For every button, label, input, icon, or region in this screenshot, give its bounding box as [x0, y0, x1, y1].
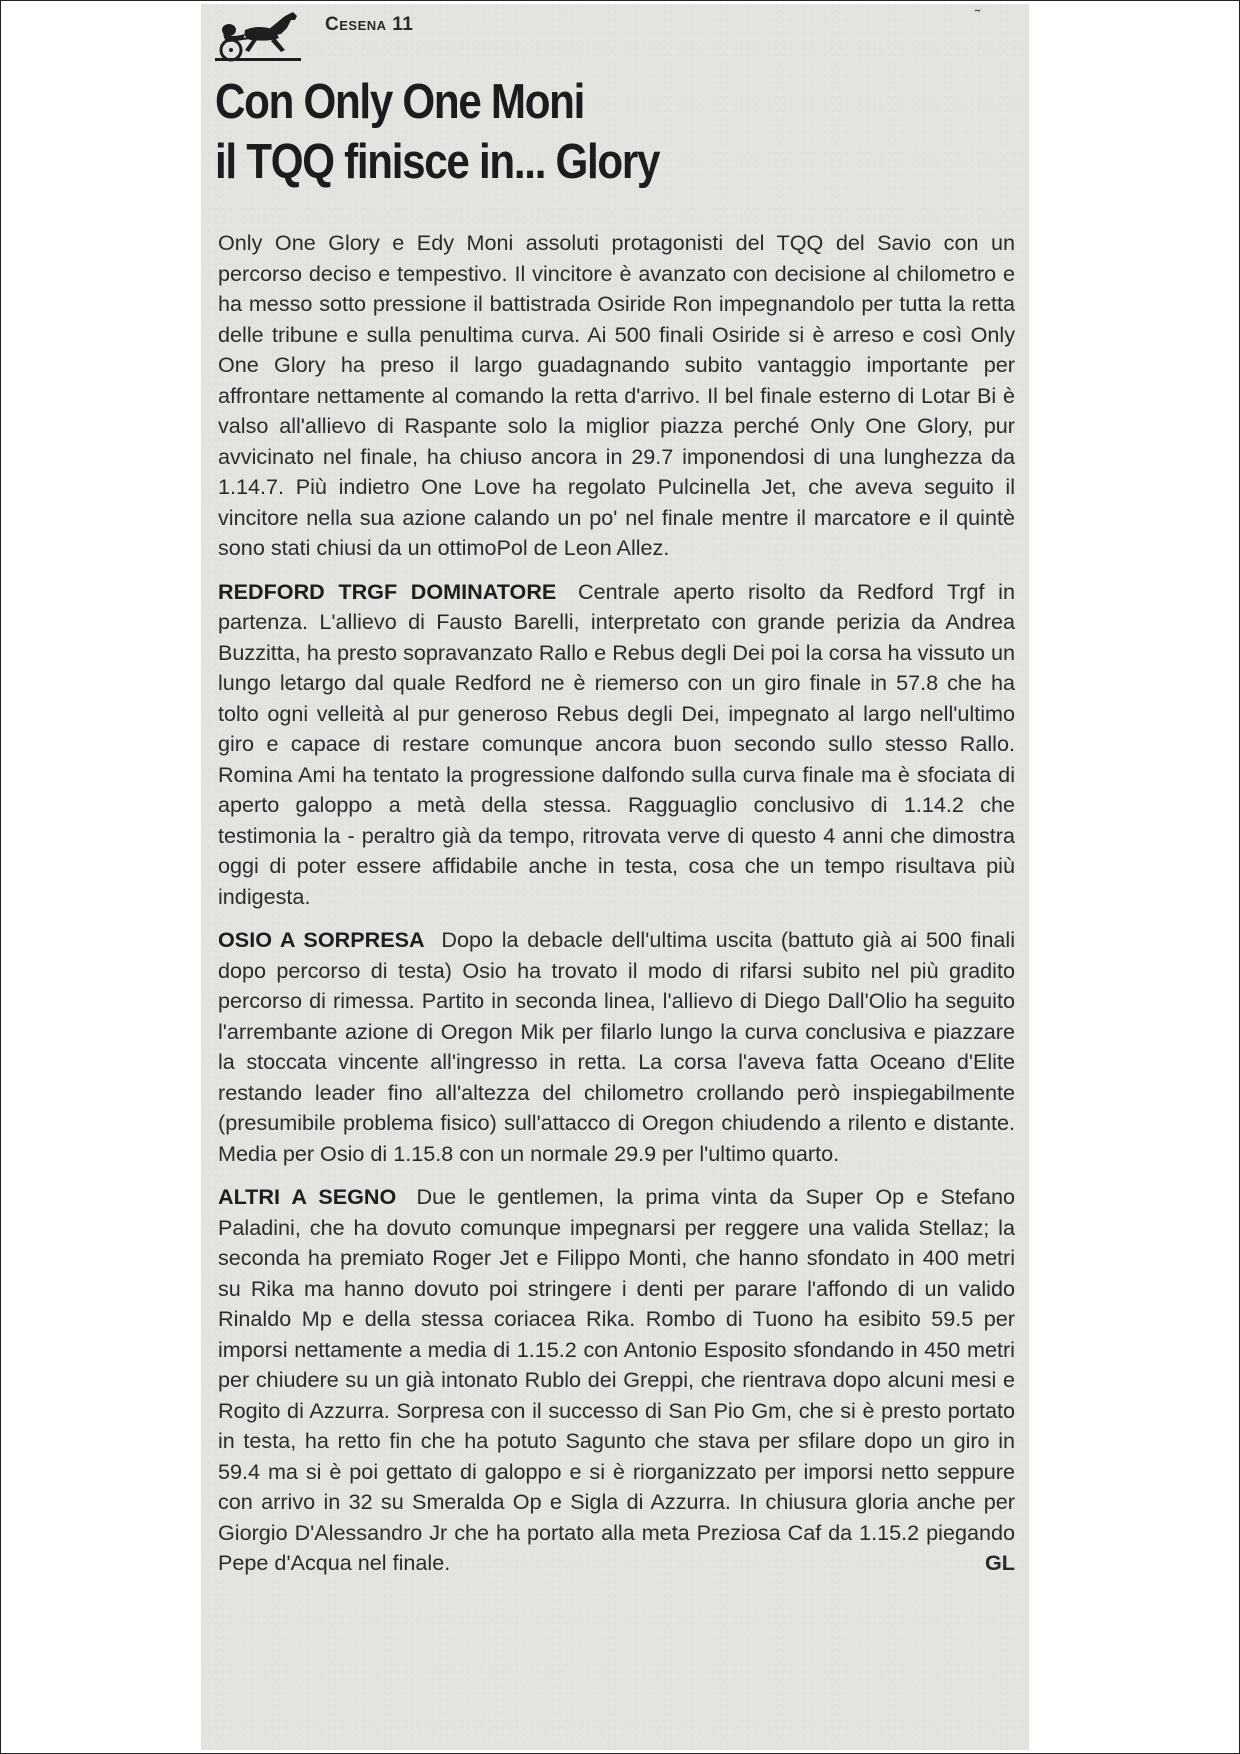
headline-line-1: Con Only One Moni [215, 75, 585, 129]
corner-mark: ˜ [975, 8, 981, 25]
article-section [218, 925, 1015, 1169]
headline [215, 72, 903, 192]
clipping-header [215, 8, 1015, 64]
section-text: Dopo la debacle dell'ultima uscita (battuto già ai 500 finali dopo percorso di testa) Osio ha trovato il modo di rifarsi subito nel più gradito percorso di rimessa. Partito in seconda linea, l'allievo di Diego Dall'Olio ha seguito l'arrembante azione di Oregon Mik per filarlo lungo la curva conclusiva e piazzare la stoccata vincente all'ingresso in retta. La corsa l'aveva fatta Oceano d'Elite restando leader fino all'altezza del chilometro crollando però inspiegabilmente (presumibile problema fisico) sull'attacco di Oregon chiudendo a rilento e distante. Media per Osio di 1.15.8 con un normale 29.9 per l'ultimo quarto. [218, 927, 1016, 1166]
article-section [218, 577, 1015, 913]
section-heading: OSIO A SORPRESA [218, 927, 425, 952]
section-heading: REDFORD TRGF DOMINATORE [218, 578, 557, 604]
section-heading: ALTRI A SEGNO [218, 1184, 397, 1209]
newspaper-clipping [201, 4, 1029, 1750]
section-text: Centrale aperto risolto da Redford Trgf in partenza. L'allievo di Fausto Barelli, interpretato con grande perizia da Andrea Buzzitta, ha presto sopravanzato Rallo e Rebus degli Dei poi la corsa ha vissuto un lungo letargo dal quale Redford ne è riemerso con un giro finale in 57.8 che ha tolto ogni velleità al pur generoso Rebus degli Dei, impegnato al largo nell'ultimo giro e capace di restare comunque ancora buon secondo sullo stesso Rallo. Romina Ami ha tentato la progressione dalfondo sulla curva finale ma è sfociata di aperto galoppo a metà della stessa. Ragguaglio conclusivo di 1.14.2 che testimonia la - peraltro già da tempo, ritrovata verve di questo 4 anni che dimostra oggi di poter essere affidabile anche in testa, cosa che un tempo risultava più indigesta. [218, 578, 1015, 909]
article-section [218, 1182, 1015, 1579]
headline-line-2: il TQQ finisce in... Glory [215, 135, 660, 189]
section-text: Due le gentlemen, la prima vinta da Super Op e Stefano Paladini, che ha dovuto comunque impegnarsi per reggere una valida Stellaz; la seconda ha premiato Roger Jet e Filippo Monti, che hanno sfondato in 400 metri su Rika ma hanno dovuto poi stringere i denti per parare l'affondo di un valido Rinaldo Mp e della stessa coriacea Rika. Rombo di Tuono ha esibito 59.5 per imporsi nettamente a media di 1.15.2 con Antonio Esposito sfondando in 450 metri per chiudere su un già intonato Rublo dei Greppi, che rientrava dopo alcuni mesi e Rogito di Azzurra. Sorpresa con il successo di San Pio Gm, che si è presto portato in testa, ha retto fin che ha potuto Sagunto che stava per sfilare dopo un giro in 59.4 ma si è poi gettato di galoppo e si è riorganizzato per imporsi netto seppure con arrivo in 32 su Smeralda Op e Sigla di Azzurra. In chiusura gloria anche per Giorgio D'Alessandro Jr che ha portato alla meta Preziosa Caf da 1.15.2 piegando Pepe d'Acqua nel finale. [218, 1184, 1015, 1575]
harness-racing-sulky-icon [215, 8, 301, 64]
section-label: Cesena 11 [325, 14, 414, 35]
article-intro: Only One Glory e Edy Moni assoluti protagonisti del TQQ del Savio con un percorso deciso e tempestivo. Il vincitore è avanzato con decisione al chilometro e ha messo sotto pressione il battistrada Osiride Ron impegnandolo per tutta la retta delle tribune e sulla penultima curva. Ai 500 finali Osiride si è arreso e così Only One Glory ha preso il largo guadagnando subito vantaggio importante per affrontare nettamente al comando la retta d'arrivo. Il bel finale esterno di Lotar Bi è valso all'allievo di Raspante solo la miglior piazza perché Only One Glory, pur avvicinato nel finale, ha chiuso ancora in 29.7 imponendosi di una lunghezza da 1.14.7. Più indietro One Love ha regolato Pulcinella Jet, che aveva seguito il vincitore nella sua azione calando un po' nel finale mentre il marcatore e il quintè sono stati chiusi da un ottimoPol de Leon Allez. [218, 230, 1015, 560]
article-body [218, 228, 1015, 1592]
author-signature: GL [985, 1550, 1015, 1575]
